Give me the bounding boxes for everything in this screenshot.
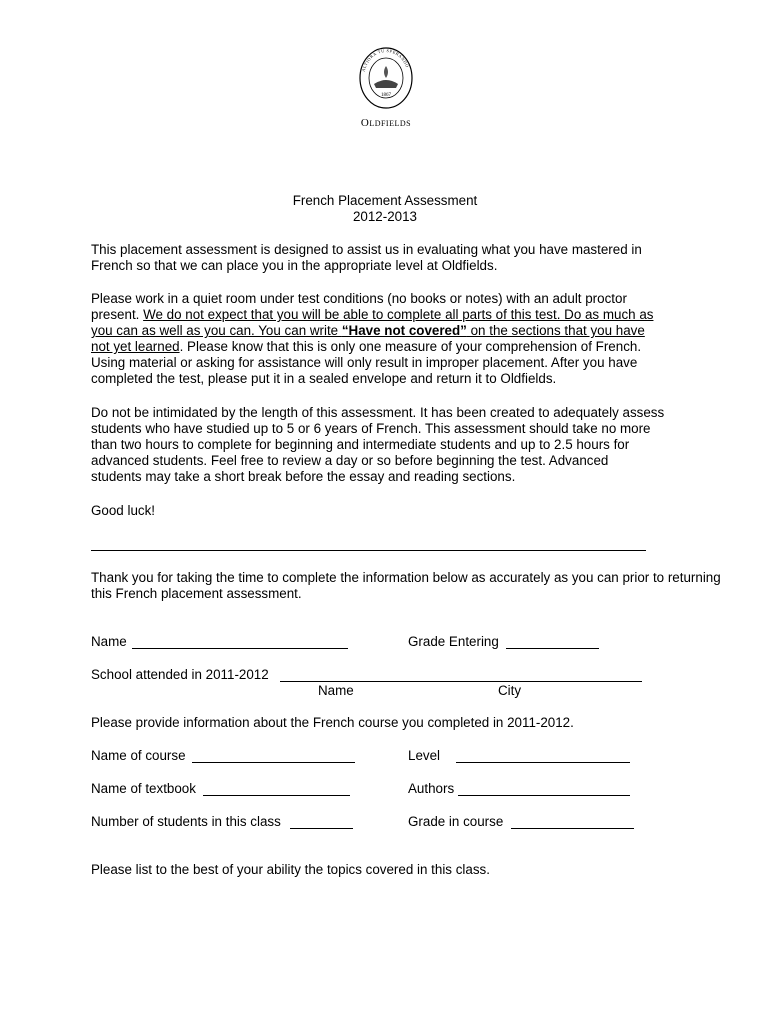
para2-line [91, 307, 653, 323]
students-count-label: Number of students in this class [91, 814, 281, 829]
course-name-label: Name of course [91, 748, 186, 763]
good-luck-text: Good luck! [91, 503, 156, 518]
para2-line [91, 339, 641, 355]
para2-text: . Please know that this is only one measure of your comprehension of French. [179, 339, 642, 354]
seal-motto: ALTIORA TU SPERANDO [360, 47, 411, 73]
name-label: Name [91, 634, 127, 649]
authors-field[interactable] [458, 781, 630, 796]
para3-line: than two hours to complete for beginning and intermediate students and up to 2.5 hours for [91, 437, 630, 452]
oldfields-logo [358, 46, 414, 130]
para1-line: French so that we can place you in the appropriate level at Oldfields. [91, 258, 498, 273]
thanks-line: Thank you for taking the time to complete the information below as accurately as you can prior to returning [91, 570, 721, 585]
students-count-field[interactable] [290, 814, 353, 829]
thanks-line: this French placement assessment. [91, 586, 302, 601]
para2-line [91, 323, 645, 339]
para1-line: This placement assessment is designed to assist us in evaluating what you have mastered in [91, 242, 642, 257]
grade-in-course-label: Grade in course [408, 814, 504, 829]
school-seal-icon [358, 46, 414, 110]
school-sub-name-label: Name [318, 683, 354, 698]
para2-line: Using material or asking for assistance will only result in improper placement. After you have [91, 355, 638, 370]
level-field[interactable] [456, 748, 630, 763]
course-name-field[interactable] [192, 748, 355, 763]
textbook-label: Name of textbook [91, 781, 196, 796]
seal-year: 1867 [381, 93, 391, 98]
para2-underlined-text: you can as well as you can. You can write [91, 323, 342, 338]
have-not-covered-phrase: “Have not covered” [341, 323, 467, 338]
course-intro-text: Please provide information about the French course you completed in 2011-2012. [91, 715, 574, 730]
para2-line: completed the test, please put it in a sealed envelope and return it to Oldfields. [91, 371, 557, 386]
textbook-field[interactable] [203, 781, 350, 796]
para2-underlined-text: on the sections that you have [466, 323, 645, 338]
para3-line: students may take a short break before the essay and reading sections. [91, 469, 516, 484]
para2-underlined-text: We do not expect that you will be able to complete all parts of this test. Do as much as [143, 307, 654, 322]
grade-in-course-field[interactable] [511, 814, 634, 829]
school-sub-city-label: City [498, 683, 522, 698]
para3-line: advanced students. Feel free to review a day or so before beginning the test. Advanced [91, 453, 609, 468]
para2-text: present. [91, 307, 144, 322]
para2-line: Please work in a quiet room under test conditions (no books or notes) with an adult proctor [91, 291, 627, 306]
page-title: French Placement Assessment [292, 193, 478, 208]
school-name: Oldfields [360, 117, 412, 129]
para2-underlined-text: not yet learned [91, 339, 180, 354]
level-label: Level [408, 748, 441, 763]
authors-label: Authors [408, 781, 455, 796]
name-field[interactable] [132, 634, 348, 649]
section-divider [91, 550, 646, 551]
para3-line: Do not be intimidated by the length of this assessment. It has been created to adequately assess [91, 405, 665, 420]
school-attended-field[interactable] [280, 667, 642, 682]
grade-entering-field[interactable] [506, 634, 599, 649]
topics-instruction: Please list to the best of your ability the topics covered in this class. [91, 862, 490, 877]
para3-line: students who have studied up to 5 or 6 years of French. This assessment should take no more [91, 421, 651, 436]
grade-entering-label: Grade Entering [408, 634, 499, 649]
school-attended-label: School attended in 2011-2012 [91, 667, 269, 682]
page-subtitle-year: 2012-2013 [352, 209, 418, 224]
